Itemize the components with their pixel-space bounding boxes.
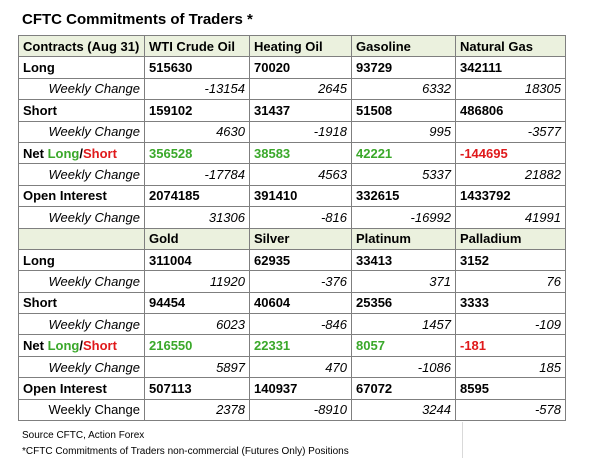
change-cell: 31306 — [145, 207, 250, 228]
short-word: Short — [82, 338, 117, 354]
net-word: Net — [23, 338, 48, 354]
change-cell: -17784 — [145, 164, 250, 185]
metals-header-row — [19, 228, 566, 249]
value-cell: 2074185 — [145, 185, 250, 206]
header-cell — [19, 228, 145, 249]
change-cell: -8910 — [250, 399, 352, 420]
value-cell: 507113 — [145, 378, 250, 399]
table-row — [19, 207, 566, 228]
value-cell: 311004 — [145, 249, 250, 270]
change-cell: 5337 — [352, 164, 456, 185]
source-note: Source CFTC, Action Forex — [22, 430, 145, 441]
value-cell: 515630 — [145, 57, 250, 78]
change-cell: 6023 — [145, 314, 250, 335]
footnote: *CFTC Commitments of Traders non-commercial (Futures Only) Positions — [22, 446, 349, 457]
row-label: Open Interest — [19, 378, 145, 399]
value-cell: 51508 — [352, 100, 456, 121]
table-row — [19, 164, 566, 185]
change-cell: 3244 — [352, 399, 456, 420]
change-cell: 2645 — [250, 78, 352, 99]
row-label: Short — [19, 292, 145, 313]
change-cell: 1457 — [352, 314, 456, 335]
value-cell: 67072 — [352, 378, 456, 399]
table-row — [19, 249, 566, 270]
slash: / — [79, 145, 83, 161]
row-label — [19, 142, 145, 163]
cftc-table — [18, 35, 566, 421]
row-label: Weekly Change — [19, 399, 145, 420]
value-cell: 25356 — [352, 292, 456, 313]
net-word: Net — [23, 145, 48, 161]
change-cell: -109 — [456, 314, 566, 335]
row-label: Weekly Change — [19, 314, 145, 335]
row-label — [19, 335, 145, 356]
table-row — [19, 78, 566, 99]
change-cell: 6332 — [352, 78, 456, 99]
table-row — [19, 271, 566, 292]
value-cell: 356528 — [145, 142, 250, 163]
change-cell: 41991 — [456, 207, 566, 228]
row-label: Open Interest — [19, 185, 145, 206]
change-cell: 371 — [352, 271, 456, 292]
value-cell: 22331 — [250, 335, 352, 356]
change-cell: -13154 — [145, 78, 250, 99]
value-cell: 93729 — [352, 57, 456, 78]
table-row — [19, 399, 566, 420]
value-cell: 40604 — [250, 292, 352, 313]
value-cell: 216550 — [145, 335, 250, 356]
value-cell: 70020 — [250, 57, 352, 78]
value-cell: 3333 — [456, 292, 566, 313]
change-cell: -16992 — [352, 207, 456, 228]
row-label: Weekly Change — [19, 121, 145, 142]
header-cell: Silver — [250, 228, 352, 249]
header-cell: Natural Gas — [456, 36, 566, 57]
table-row — [19, 335, 566, 356]
long-word: Long — [47, 338, 80, 354]
change-cell: -3577 — [456, 121, 566, 142]
value-cell: 8057 — [352, 335, 456, 356]
value-cell: 31437 — [250, 100, 352, 121]
table-row — [19, 292, 566, 313]
row-label: Weekly Change — [19, 78, 145, 99]
table-row — [19, 185, 566, 206]
change-cell: 21882 — [456, 164, 566, 185]
change-cell: -578 — [456, 399, 566, 420]
row-label: Weekly Change — [19, 271, 145, 292]
header-cell: Gasoline — [352, 36, 456, 57]
change-cell: -816 — [250, 207, 352, 228]
header-cell: Palladium — [456, 228, 566, 249]
change-cell: 185 — [456, 356, 566, 377]
value-cell: 94454 — [145, 292, 250, 313]
row-label: Long — [19, 249, 145, 270]
change-cell: -1918 — [250, 121, 352, 142]
row-label: Weekly Change — [19, 164, 145, 185]
table-row — [19, 378, 566, 399]
value-cell: 33413 — [352, 249, 456, 270]
value-cell: 140937 — [250, 378, 352, 399]
change-cell: 470 — [250, 356, 352, 377]
table-row — [19, 57, 566, 78]
value-cell: -144695 — [456, 142, 566, 163]
table-row — [19, 121, 566, 142]
value-cell: 486806 — [456, 100, 566, 121]
change-cell: 76 — [456, 271, 566, 292]
change-cell: 5897 — [145, 356, 250, 377]
row-label: Short — [19, 100, 145, 121]
change-cell: -376 — [250, 271, 352, 292]
header-cell: Platinum — [352, 228, 456, 249]
divider — [462, 422, 463, 458]
row-label: Long — [19, 57, 145, 78]
change-cell: 4563 — [250, 164, 352, 185]
value-cell: 1433792 — [456, 185, 566, 206]
table-title: CFTC Commitments of Traders * — [22, 11, 253, 28]
row-label: Weekly Change — [19, 207, 145, 228]
change-cell: 2378 — [145, 399, 250, 420]
value-cell: 159102 — [145, 100, 250, 121]
change-cell: 4630 — [145, 121, 250, 142]
header-cell: Heating Oil — [250, 36, 352, 57]
value-cell: 3152 — [456, 249, 566, 270]
value-cell: 62935 — [250, 249, 352, 270]
table-row — [19, 100, 566, 121]
header-cell: Gold — [145, 228, 250, 249]
change-cell: 18305 — [456, 78, 566, 99]
table-row — [19, 142, 566, 163]
value-cell: 42221 — [352, 142, 456, 163]
energy-header-row — [19, 36, 566, 57]
value-cell: 391410 — [250, 185, 352, 206]
slash: / — [79, 338, 83, 354]
long-word: Long — [47, 145, 80, 161]
table-row — [19, 356, 566, 377]
header-cell: WTI Crude Oil — [145, 36, 250, 57]
row-label: Weekly Change — [19, 356, 145, 377]
value-cell: 332615 — [352, 185, 456, 206]
change-cell: -1086 — [352, 356, 456, 377]
value-cell: -181 — [456, 335, 566, 356]
header-cell: Contracts (Aug 31) — [19, 36, 145, 57]
change-cell: 995 — [352, 121, 456, 142]
value-cell: 8595 — [456, 378, 566, 399]
value-cell: 38583 — [250, 142, 352, 163]
value-cell: 342111 — [456, 57, 566, 78]
short-word: Short — [82, 145, 117, 161]
table-row — [19, 314, 566, 335]
change-cell: 11920 — [145, 271, 250, 292]
change-cell: -846 — [250, 314, 352, 335]
